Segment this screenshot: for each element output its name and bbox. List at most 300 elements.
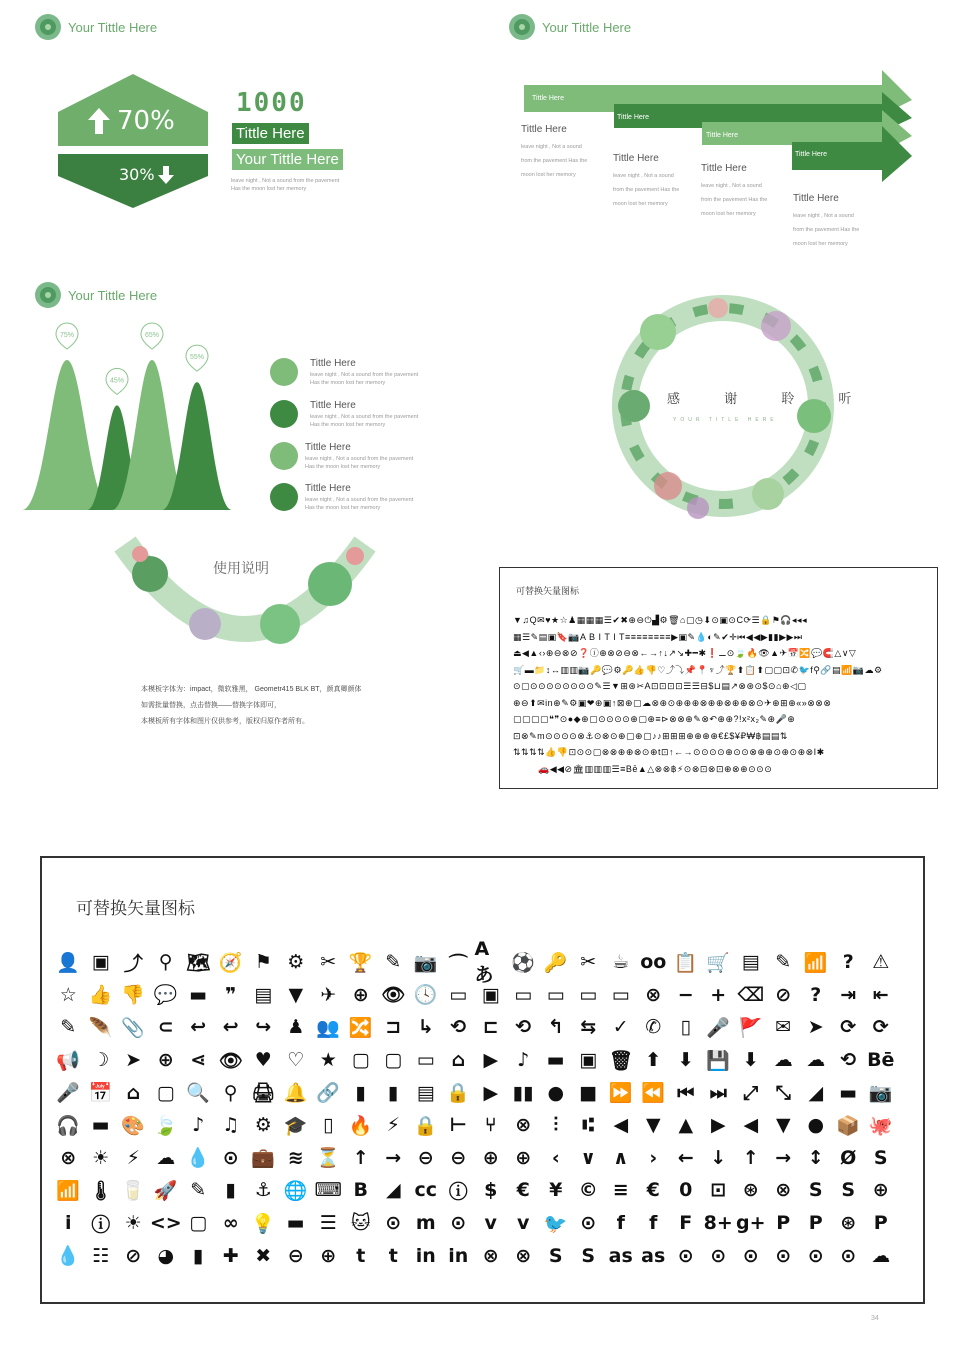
vector-icon: ✎ [60,1016,77,1039]
vector-icon: 👁 [381,984,406,1007]
slide-5 [0,540,480,810]
vector-icon: + [710,983,727,1006]
lightbulb-icon [270,358,298,386]
vector-icon: cc [414,1179,438,1202]
vector-icon: − [677,983,694,1006]
vector-icon: ▢ [351,1049,370,1072]
vector-icon: ⤢ [743,1081,759,1104]
bar-chart-icon [270,483,298,511]
vector-icon: 💾 [706,1049,731,1072]
vector-icon: 🌡 [88,1179,113,1202]
vector-icon: Ø [840,1146,857,1169]
vector-icon: ✓ [612,1016,629,1039]
vector-icon: ⊙ [580,1212,597,1235]
vector-icon: ⊙ [807,1244,824,1267]
peak-label-1: 75% [59,332,75,339]
slide-7-icon-box [40,856,925,1304]
vector-icon: 🗺 [186,951,211,974]
vector-icon: ▢ [189,1212,208,1235]
vector-icon: 🏆 [348,951,373,974]
vector-icon: t [356,1244,366,1267]
vector-icon: ⚙ [254,1114,272,1137]
vector-icon: ⊗ [645,983,662,1006]
vector-icon: ¥ [549,1179,563,1202]
slide-1 [0,0,480,260]
vector-icon: Bē [867,1049,895,1072]
vector-icon: ⟲ [450,1016,467,1039]
vector-icon: ⚓ [254,1179,272,1202]
vector-icon: 👥 [316,1016,341,1039]
vector-icon: 🐱 [350,1212,371,1235]
vector-icon: ✂ [320,951,337,974]
vector-icon: ⚡ [386,1114,400,1137]
vector-icon: ⬆ [645,1049,662,1072]
vector-icon: 🔗 [316,1082,341,1105]
document-icon [270,400,298,428]
arrow-label-1: Tittle Here [532,95,565,102]
vector-icon: ⚲ [223,1081,238,1104]
vector-icon: ⊗ [515,1114,532,1137]
vector-icon: ▭ [579,983,598,1006]
vector-icon: ? [842,951,854,974]
vector-icon: 🐦 [543,1212,568,1235]
vector-icon: ⬇ [677,1049,694,1072]
vector-icon: S [873,1146,888,1169]
vector-icon: ♫ [222,1114,240,1137]
vector-icon: ⌫ [737,983,765,1006]
vector-icon: ⊖ [450,1146,467,1169]
vector-icon: ∞ [222,1212,239,1235]
vector-icon: ▮▮ [512,1081,534,1104]
vector-icon: ⏩ [608,1082,633,1105]
vector-icon: ▮ [225,1179,236,1202]
vector-icon: F [679,1212,693,1235]
vector-icon: ↰ [547,1016,564,1039]
vector-icon: ⚽ [511,951,536,974]
vector-icon: ♟ [287,1016,305,1039]
vector-icon: ⬇ [742,1049,759,1072]
vector-icon: f [649,1212,658,1235]
vector-icon: ☀ [124,1212,142,1235]
vector-icon: ⑆ [582,1114,594,1137]
vector-icon: ☽ [92,1049,110,1072]
vector-icon: ◢ [808,1081,824,1104]
vector-icon: 🗑 [608,1049,633,1072]
vector-icon: ⊏ [482,1016,499,1039]
vector-icon: ▤ [416,1081,435,1104]
vector-icon: 👎 [121,984,146,1007]
vector-icon: ⊙ [742,1244,759,1267]
usage-line-2: 如需批量替换，点击替换——替换字体即可， [141,702,281,709]
vector-icon: Aあ [474,937,494,986]
vector-icon: 🚩 [738,1016,763,1039]
vector-icon: 🛒 [706,951,731,974]
vector-icon: in [448,1244,469,1267]
vector-icon: ≋ [287,1146,304,1169]
icon-row [52,1011,912,1044]
vector-icon: ▭ [514,983,533,1006]
vector-icon: ▬ [839,1081,858,1104]
slide-6-icon-box [499,567,938,789]
arrow-label-4: Tittle Here [795,151,828,158]
vector-icon: oo [640,951,667,974]
vector-icon: ⚠ [872,951,890,974]
vector-icon: ▮ [355,1081,366,1104]
vector-icon: ⫶ [553,1114,559,1137]
vector-icon: 👍 [88,984,113,1007]
vector-icon: ▬ [546,1049,565,1072]
vector-icon: S [548,1244,563,1267]
vector-icon: ▼ [775,1114,791,1137]
slide-6-title: 可替换矢量图标 [516,586,580,596]
vector-icon: ⚑ [254,951,272,974]
vector-icon: 📷 [868,1082,893,1105]
icon-row: ▦☰✎▤▣🔖📷A B I T I T≡≡≡≡≡≡≡≡▶▣✎💧◐✎✔✛⏮◀◀▶▮▮▶▶⏭ [513,631,803,642]
vector-icon: as [608,1244,633,1267]
vector-icon: ▭ [416,1049,435,1072]
vector-icon: → [385,1146,402,1169]
vector-icon: ↕ [807,1146,824,1169]
vector-icon: ♪ [517,1049,530,1072]
tag-light: Your Tittle Here [232,149,343,170]
vector-icon: 🔒 [413,1114,438,1137]
vector-icon: v [484,1212,497,1235]
arrow-down-icon [158,166,174,184]
succulent-logo-icon [33,12,63,42]
vector-icon: ⊙ [222,1146,239,1169]
vector-icon: ▤ [254,983,273,1006]
usage-line-1: 本模板字体为：impact，微软雅黑， Geometr415 BLK BT，颜真卿颜体 [141,686,362,693]
vector-icon: ▼ [288,983,304,1006]
percent-top: 70% [117,106,175,136]
vector-icon: 📶 [56,1179,81,1202]
vector-icon: ⊗ [515,1244,532,1267]
slide-4 [480,270,960,530]
vector-icon: v [517,1212,530,1235]
vector-icon: i [64,1212,72,1235]
people-icon [270,442,298,470]
vector-icon: 📎 [121,1016,146,1039]
vector-icon: ⊘ [775,983,792,1006]
vector-icon: ⊗ [482,1244,499,1267]
succulent-logo-icon [33,280,63,310]
vector-icon: ▢ [156,1081,175,1104]
vector-icon: ⊙ [677,1244,694,1267]
vector-icon: 👤 [56,951,81,974]
vector-icon: ⌂ [126,1081,141,1104]
vector-icon: ⊘ [125,1244,142,1267]
vector-icon: ⇤ [872,983,889,1006]
icon-row: ⇅⇅⇅⇅👍👎⊡⊙⊙▢⊗⊗⊕⊕⊗⊙⊕t⊡↑←→⊙⊙⊙⊙⊕⊙⊙⊗⊕⊕⊙⊕⊙⊕⊗I✱ [513,747,825,757]
vector-icon: 🥛 [121,1179,146,1202]
icon-row [52,1174,912,1207]
vector-icon: ❞ [225,983,237,1006]
desc-line-1: leave night , Not a sound from the pavement [231,178,340,184]
slide-3: Your Tittle Here 75% 45% 65% 55% Tittle Here leave night , Not a sound from the pavement Has the moon lost her memory Tittle Here leave night , Not a sound from the pavement Has the moon lost her memory Tittle Here leave night , Not a sound from the pavement Has the moon lost her memory Tittle Here leave night , Not a sound from the pavement Has the moon lost her memory [0,270,480,530]
vector-icon: 📢 [56,1049,81,1072]
vector-icon: P [808,1212,823,1235]
vector-icon: ⌂ [451,1049,466,1072]
peaks-chart [22,332,247,514]
icon-row: 🚗◀◀⊘🏛▥▥▥☰≡Bē▲△⊗⊗฿⚡⊙⊗⊡⊗⊡⊕⊗⊕⊙⊙⊙ [538,763,773,774]
vector-icon: 💧 [186,1147,211,1170]
vector-icon: ⊛ [742,1179,759,1202]
vector-icon: ☷ [92,1244,110,1267]
vector-icon: © [578,1179,598,1202]
vector-icon: ⏮ [677,1081,695,1104]
icon-row: 🛒▬📁↕↔▥▥📷🔑💬⚙🔑👍👎♡⤴⤵📌📍♆⤴🏆⬆📋⬆▢▢⊡✆🐦f⚲🔗▤📶📷☁⚙ [513,664,883,675]
vector-icon: ✎ [775,951,792,974]
vector-icon: ⊗ [60,1146,77,1169]
vector-icon: ◀ [613,1114,629,1137]
vector-icon: ⊕ [320,1244,337,1267]
vector-icon: 🌐 [283,1179,308,1202]
arrow-label-2: Tittle Here [617,114,650,121]
vector-icon: ➤ [125,1049,142,1072]
vector-icon: B [353,1179,368,1202]
vector-icon: 🔥 [348,1114,373,1137]
vector-icon: ⏳ [316,1147,341,1170]
vector-icon: ⊕ [157,1049,174,1072]
vector-icon: ✂ [580,951,597,974]
vector-icon: € [646,1179,660,1202]
vector-icon: ↩ [222,1016,239,1039]
icon-row [52,1239,912,1272]
vector-icon: ⚲ [158,951,173,974]
vector-icon: ➤ [807,1016,824,1039]
vector-icon: 💬 [153,984,178,1007]
vector-icon: 8+ [703,1212,733,1235]
vector-icon: 📷 [413,951,438,974]
vector-icon: ☁ [806,1049,826,1072]
peak-label-4: 55% [189,354,205,362]
vector-icon: g+ [735,1212,766,1235]
vector-icon: ∧ [613,1146,629,1169]
vector-icon: ♥ [254,1049,272,1072]
desc-line-2: Has the moon lost her memory [231,186,307,192]
vector-icon: ⊙ [775,1244,792,1267]
vector-icon: ▣ [91,951,110,974]
icon-row: ⏏◀▲‹›⊕⊖⊗⊘❓ⓘ⊕⊗⊘⊖⊗←→↑↓↗↘✚━✱❗⚊⊙🍃🔥👁▲✈📅🔀💬🧲△∨▽ [513,648,857,658]
vector-icon: 💡 [251,1212,276,1235]
icon-row: ▼♫Q✉♥★☆♟▦▦▦☰✔✖⊕⊖⏻▟⚙🗑⌂▢◷⬇⊙▣⊙C⟳☰🔒⚑🎧◂◂◂ [513,615,808,625]
vector-icon: 🎧 [56,1114,81,1137]
slide-7-title: 可替换矢量图标 [76,899,195,918]
vector-icon: S [808,1179,823,1202]
vector-icon: ⤴ [123,952,143,975]
vector-icon: ▶ [710,1114,726,1137]
vector-icon: ⇆ [580,1016,597,1039]
vector-icon: ▮ [193,1244,204,1267]
vector-icon: ◕ [157,1244,175,1267]
vector-icon: ↪ [255,1016,272,1039]
vector-icon: ☆ [59,983,77,1006]
small-icon-grid [513,612,925,777]
vector-icon: 🔀 [348,1016,373,1039]
vector-icon: ‹ [551,1146,560,1169]
vector-icon: ▮ [388,1081,399,1104]
icon-row [52,1076,912,1109]
vector-icon: ☕ [612,951,630,974]
icon-row [52,1207,912,1240]
vector-icon: S [841,1179,856,1202]
vector-icon: ↳ [417,1016,434,1039]
vector-icon: 🎤 [706,1016,731,1039]
vector-icon: ⟲ [840,1049,857,1072]
vector-icon: 🖨 [251,1082,276,1105]
vector-icon: ↑ [352,1146,369,1169]
vector-icon: ⊙ [710,1244,727,1267]
vector-icon: m [415,1212,436,1235]
slide-title: Your Tittle Here [542,20,632,35]
vector-icon: 🎤 [56,1082,81,1105]
vector-icon: ▬ [286,1212,305,1235]
vector-icon: ⊗ [775,1179,792,1202]
thanks-subtitle: YOUR TITLE HERE [673,417,778,423]
usage-title: 使用说明 [213,561,269,577]
peak-label-2: 45% [109,377,125,385]
slide-title: Your Tittle Here [68,288,158,303]
vector-icon: ✎ [385,951,402,974]
vector-icon: ✈ [320,983,337,1006]
vector-icon: ⓘ [91,1213,111,1236]
vector-icon: 🔍 [186,1082,211,1105]
vector-icon: 🧭 [218,951,243,974]
vector-icon: 🕓 [413,984,438,1007]
vector-icon: ✚ [222,1244,239,1267]
big-icon-grid [52,937,912,1272]
vector-icon: ⓘ [448,1180,468,1203]
vector-icon: › [649,1146,658,1169]
vector-icon: ▬ [91,1114,110,1137]
big-number: 1000 [236,88,307,118]
vector-icon: ☰ [319,1212,337,1235]
vector-icon: ⊢ [449,1114,467,1137]
vector-icon: ← [677,1146,694,1169]
icon-row [52,937,912,986]
vector-icon: ⊖ [287,1244,304,1267]
vector-icon: ▬ [189,983,208,1006]
percent-bottom: 30% [119,165,155,184]
succulent-logo-icon [507,12,537,42]
vector-icon: ● [807,1114,825,1137]
peak-label-3: 65% [144,332,160,339]
vector-icon: ↩ [190,1016,207,1039]
vector-icon: ☁ [156,1146,176,1169]
vector-icon: 🔔 [283,1082,308,1105]
vector-icon: ⊖ [417,1146,434,1169]
vector-icon: ▢ [384,1049,403,1072]
vector-icon: S [581,1244,596,1267]
vector-icon: ≡ [612,1179,629,1202]
vector-icon: P [776,1212,791,1235]
arrow-label-3: Tittle Here [706,132,739,139]
vector-icon: ■ [579,1081,598,1104]
vector-icon: ⟲ [515,1016,532,1039]
vector-icon: 🪶 [88,1016,113,1039]
vector-icon: ☀ [92,1146,110,1169]
vector-icon: 💧 [56,1245,81,1268]
vector-icon: ⊐ [385,1016,402,1039]
vector-icon: 📋 [673,951,698,974]
vector-icon: ⊙ [450,1212,467,1235]
vector-icon: ▶ [483,1081,499,1104]
vector-icon: 📦 [836,1114,861,1137]
vector-icon: ▭ [546,983,565,1006]
column-4: Tittle Here leave night , Not a sound from the pavement Has the moon lost her memory [793,193,860,247]
vector-icon: f [616,1212,625,1235]
vector-icon: ✖ [255,1244,272,1267]
vector-icon: ⇥ [840,983,857,1006]
slide-2 [480,0,960,260]
vector-icon: ⊕ [515,1146,532,1169]
vector-icon: 🍃 [153,1114,178,1137]
vector-icon: 0 [679,1179,693,1202]
vector-icon: ⊕ [352,983,369,1006]
column-2: Tittle Here leave night , Not a sound from the pavement Has the moon lost her memory [613,153,680,207]
vector-icon: ♪ [192,1114,205,1137]
usage-line-3: 本模板所有字体和图片仅供参考，版权归原作者所有。 [141,718,309,725]
icon-row: ⊕⊖⬆✉in⊕✎⚙▣❤⊕▣↑⊠⊕▢☁⊗⊕⊙⊕⊕⊕⊗⊕⊕⊗⊕⊕⊗⊙✈⊕⊞⊕«»⊗⊗⊗ [513,697,832,708]
vector-icon: ▼ [645,1114,661,1137]
vector-icon: ⌒ [448,952,468,975]
vector-icon: ▭ [449,983,468,1006]
icon-row: ⊙▢⊙⊙⊙⊙⊙⊙⊙⊙✎☰▼⊞⊛✂A⊡⊡⊡⊡☰☰⊟$⊔▤↗⊗⊛⊙$⊙⌂⊕◁▢ [513,681,807,691]
slide-title: Your Tittle Here [68,20,158,35]
vector-icon: ▭ [611,983,630,1006]
vector-icon: ⤡ [775,1081,791,1104]
arrow-up-icon [88,108,110,134]
vector-icon: ▣ [579,1049,598,1072]
icon-row [52,1044,912,1077]
vector-icon: ⊕ [482,1146,499,1169]
vector-icon: ⊂ [157,1016,174,1039]
vector-icon: € [516,1179,530,1202]
vector-icon: 🎓 [283,1114,308,1137]
vector-icon: ✎ [190,1179,207,1202]
vector-icon: as [641,1244,666,1267]
vector-icon: t [388,1244,398,1267]
vector-icon: in [415,1244,436,1267]
thanks-text: 感 谢 聆 听 [667,392,872,407]
icon-row [52,1142,912,1175]
vector-icon: ▶ [483,1049,499,1072]
icon-row: ▢▢▢▢❝❞⊙●◆⊕▢⊙⊙⊙⊙⊕▢⊕≡⊳⊗⊗⊕✎⊗↶⊕⊕?!x²x₂✎⊕🎤⊕ [513,714,796,724]
vector-icon: ⊡ [710,1179,727,1202]
vector-icon: ⟳ [840,1016,857,1039]
vector-icon: ? [810,983,822,1006]
vector-icon: <> [149,1212,182,1235]
icon-row: ⊡⊗✎m⊙⊙⊙⊙⊗⚓⊙⊗⊙⊕▢⊕▢♪♪⊞⊞⊞⊕⊕⊕⊕€£$¥₽₩฿▤▤⇅ [513,730,788,741]
vector-icon: 🎨 [121,1114,146,1137]
vector-icon: ⊙ [840,1244,857,1267]
vector-icon: ⏭ [709,1081,727,1104]
vector-icon: ● [547,1081,565,1104]
vector-icon: ☁ [871,1244,891,1267]
page-number: 34 [871,1315,879,1322]
vector-icon: ★ [319,1049,337,1072]
vector-icon: ◢ [385,1179,401,1202]
vector-icon: ⚡ [126,1146,140,1169]
vector-icon: 🐙 [868,1114,893,1137]
vector-icon: ∨ [580,1146,596,1169]
tag-dark: Tittle Here [232,123,309,144]
vector-icon: 💼 [251,1147,276,1170]
vector-icon: ⌨ [314,1179,342,1202]
icon-row [52,1109,912,1142]
vector-icon: 📶 [803,951,828,974]
vector-icon: ▲ [678,1114,694,1137]
